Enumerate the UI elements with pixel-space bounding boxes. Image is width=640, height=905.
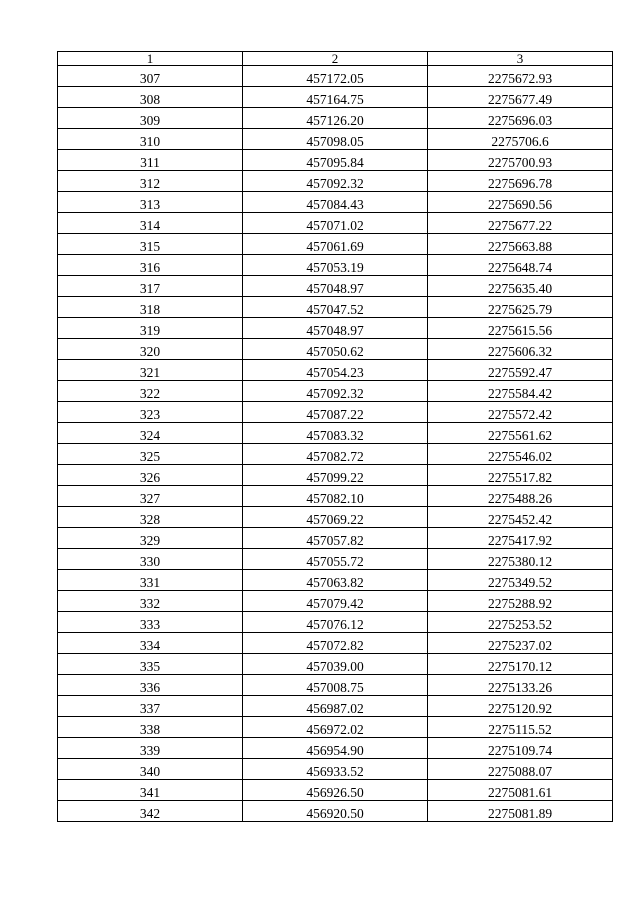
table-row: [58, 171, 613, 192]
table-row: [58, 654, 613, 675]
x-coordinate-cell: 457008.75: [243, 675, 428, 696]
table-row: [58, 696, 613, 717]
x-coordinate-cell: 457082.72: [243, 444, 428, 465]
y-coordinate-cell: 2275663.88: [428, 234, 613, 255]
table-row: [58, 486, 613, 507]
point-number-cell: 341: [58, 780, 243, 801]
table-body: [58, 66, 613, 822]
y-coordinate-cell: 2275109.74: [428, 738, 613, 759]
y-coordinate-cell: 2275584.42: [428, 381, 613, 402]
x-coordinate-cell: 457072.82: [243, 633, 428, 654]
x-coordinate-cell: 456926.50: [243, 780, 428, 801]
y-coordinate-cell: 2275088.07: [428, 759, 613, 780]
point-number-cell: 327: [58, 486, 243, 507]
table-row: [58, 801, 613, 822]
point-number-cell: 335: [58, 654, 243, 675]
y-coordinate-cell: 2275170.12: [428, 654, 613, 675]
column-header-3: 3: [428, 52, 613, 66]
table-row: [58, 108, 613, 129]
y-coordinate-cell: 2275349.52: [428, 570, 613, 591]
y-coordinate-cell: 2275081.61: [428, 780, 613, 801]
x-coordinate-cell: 457087.22: [243, 402, 428, 423]
table-row: [58, 717, 613, 738]
point-number-cell: 314: [58, 213, 243, 234]
point-number-cell: 313: [58, 192, 243, 213]
table-row: [58, 150, 613, 171]
x-coordinate-cell: 457069.22: [243, 507, 428, 528]
y-coordinate-cell: 2275288.92: [428, 591, 613, 612]
point-number-cell: 336: [58, 675, 243, 696]
table-row: [58, 276, 613, 297]
y-coordinate-cell: 2275696.78: [428, 171, 613, 192]
y-coordinate-cell: 2275572.42: [428, 402, 613, 423]
point-number-cell: 326: [58, 465, 243, 486]
point-number-cell: 320: [58, 339, 243, 360]
x-coordinate-cell: 456920.50: [243, 801, 428, 822]
x-coordinate-cell: 457039.00: [243, 654, 428, 675]
y-coordinate-cell: 2275625.79: [428, 297, 613, 318]
y-coordinate-cell: 2275606.32: [428, 339, 613, 360]
x-coordinate-cell: 456987.02: [243, 696, 428, 717]
point-number-cell: 307: [58, 66, 243, 87]
point-number-cell: 319: [58, 318, 243, 339]
y-coordinate-cell: 2275690.56: [428, 192, 613, 213]
x-coordinate-cell: 457082.10: [243, 486, 428, 507]
y-coordinate-cell: 2275380.12: [428, 549, 613, 570]
x-coordinate-cell: 457083.32: [243, 423, 428, 444]
table-row: [58, 234, 613, 255]
point-number-cell: 332: [58, 591, 243, 612]
point-number-cell: 328: [58, 507, 243, 528]
table-row: [58, 465, 613, 486]
y-coordinate-cell: 2275696.03: [428, 108, 613, 129]
table-row: [58, 381, 613, 402]
y-coordinate-cell: 2275253.52: [428, 612, 613, 633]
x-coordinate-cell: 457092.32: [243, 381, 428, 402]
x-coordinate-cell: 457099.22: [243, 465, 428, 486]
y-coordinate-cell: 2275452.42: [428, 507, 613, 528]
x-coordinate-cell: 457057.82: [243, 528, 428, 549]
point-number-cell: 315: [58, 234, 243, 255]
point-number-cell: 312: [58, 171, 243, 192]
coordinates-table: [57, 51, 613, 822]
point-number-cell: 325: [58, 444, 243, 465]
point-number-cell: 338: [58, 717, 243, 738]
point-number-cell: 323: [58, 402, 243, 423]
table-row: [58, 87, 613, 108]
point-number-cell: 337: [58, 696, 243, 717]
point-number-cell: 324: [58, 423, 243, 444]
x-coordinate-cell: 457063.82: [243, 570, 428, 591]
table-row: [58, 129, 613, 150]
x-coordinate-cell: 457055.72: [243, 549, 428, 570]
table-row: [58, 759, 613, 780]
x-coordinate-cell: 457172.05: [243, 66, 428, 87]
x-coordinate-cell: 457084.43: [243, 192, 428, 213]
y-coordinate-cell: 2275546.02: [428, 444, 613, 465]
table-row: [58, 549, 613, 570]
point-number-cell: 333: [58, 612, 243, 633]
table-row: [58, 192, 613, 213]
table-row: [58, 402, 613, 423]
point-number-cell: 308: [58, 87, 243, 108]
x-coordinate-cell: 457050.62: [243, 339, 428, 360]
point-number-cell: 310: [58, 129, 243, 150]
table-row: [58, 66, 613, 87]
table-row: [58, 255, 613, 276]
y-coordinate-cell: 2275115.52: [428, 717, 613, 738]
x-coordinate-cell: 457061.69: [243, 234, 428, 255]
table-row: [58, 213, 613, 234]
point-number-cell: 316: [58, 255, 243, 276]
table-row: [58, 570, 613, 591]
point-number-cell: 331: [58, 570, 243, 591]
point-number-cell: 339: [58, 738, 243, 759]
x-coordinate-cell: 457071.02: [243, 213, 428, 234]
point-number-cell: 334: [58, 633, 243, 654]
column-header-1: 1: [58, 52, 243, 66]
y-coordinate-cell: 2275648.74: [428, 255, 613, 276]
point-number-cell: 321: [58, 360, 243, 381]
point-number-cell: 329: [58, 528, 243, 549]
table-row: [58, 738, 613, 759]
table-row: [58, 675, 613, 696]
y-coordinate-cell: 2275706.6: [428, 129, 613, 150]
x-coordinate-cell: 457164.75: [243, 87, 428, 108]
x-coordinate-cell: 456933.52: [243, 759, 428, 780]
x-coordinate-cell: 457098.05: [243, 129, 428, 150]
table-row: [58, 339, 613, 360]
point-number-cell: 330: [58, 549, 243, 570]
table-row: [58, 318, 613, 339]
y-coordinate-cell: 2275081.89: [428, 801, 613, 822]
table-row: [58, 612, 613, 633]
x-coordinate-cell: 457047.52: [243, 297, 428, 318]
y-coordinate-cell: 2275417.92: [428, 528, 613, 549]
table-row: [58, 444, 613, 465]
x-coordinate-cell: 457079.42: [243, 591, 428, 612]
y-coordinate-cell: 2275677.22: [428, 213, 613, 234]
y-coordinate-cell: 2275120.92: [428, 696, 613, 717]
x-coordinate-cell: 457126.20: [243, 108, 428, 129]
table-row: [58, 423, 613, 444]
y-coordinate-cell: 2275133.26: [428, 675, 613, 696]
x-coordinate-cell: 457054.23: [243, 360, 428, 381]
point-number-cell: 309: [58, 108, 243, 129]
table-row: [58, 633, 613, 654]
table-row: [58, 360, 613, 381]
table-header-row: [58, 52, 613, 66]
y-coordinate-cell: 2275615.56: [428, 318, 613, 339]
x-coordinate-cell: 457048.97: [243, 276, 428, 297]
point-number-cell: 318: [58, 297, 243, 318]
table-row: [58, 507, 613, 528]
table-row: [58, 297, 613, 318]
point-number-cell: 340: [58, 759, 243, 780]
y-coordinate-cell: 2275517.82: [428, 465, 613, 486]
y-coordinate-cell: 2275700.93: [428, 150, 613, 171]
table-row: [58, 528, 613, 549]
x-coordinate-cell: 456954.90: [243, 738, 428, 759]
y-coordinate-cell: 2275677.49: [428, 87, 613, 108]
point-number-cell: 322: [58, 381, 243, 402]
y-coordinate-cell: 2275672.93: [428, 66, 613, 87]
y-coordinate-cell: 2275237.02: [428, 633, 613, 654]
y-coordinate-cell: 2275561.62: [428, 423, 613, 444]
y-coordinate-cell: 2275635.40: [428, 276, 613, 297]
x-coordinate-cell: 457092.32: [243, 171, 428, 192]
point-number-cell: 317: [58, 276, 243, 297]
x-coordinate-cell: 456972.02: [243, 717, 428, 738]
table-row: [58, 780, 613, 801]
y-coordinate-cell: 2275488.26: [428, 486, 613, 507]
x-coordinate-cell: 457048.97: [243, 318, 428, 339]
x-coordinate-cell: 457053.19: [243, 255, 428, 276]
table-row: [58, 591, 613, 612]
x-coordinate-cell: 457076.12: [243, 612, 428, 633]
point-number-cell: 342: [58, 801, 243, 822]
x-coordinate-cell: 457095.84: [243, 150, 428, 171]
point-number-cell: 311: [58, 150, 243, 171]
column-header-2: 2: [243, 52, 428, 66]
y-coordinate-cell: 2275592.47: [428, 360, 613, 381]
